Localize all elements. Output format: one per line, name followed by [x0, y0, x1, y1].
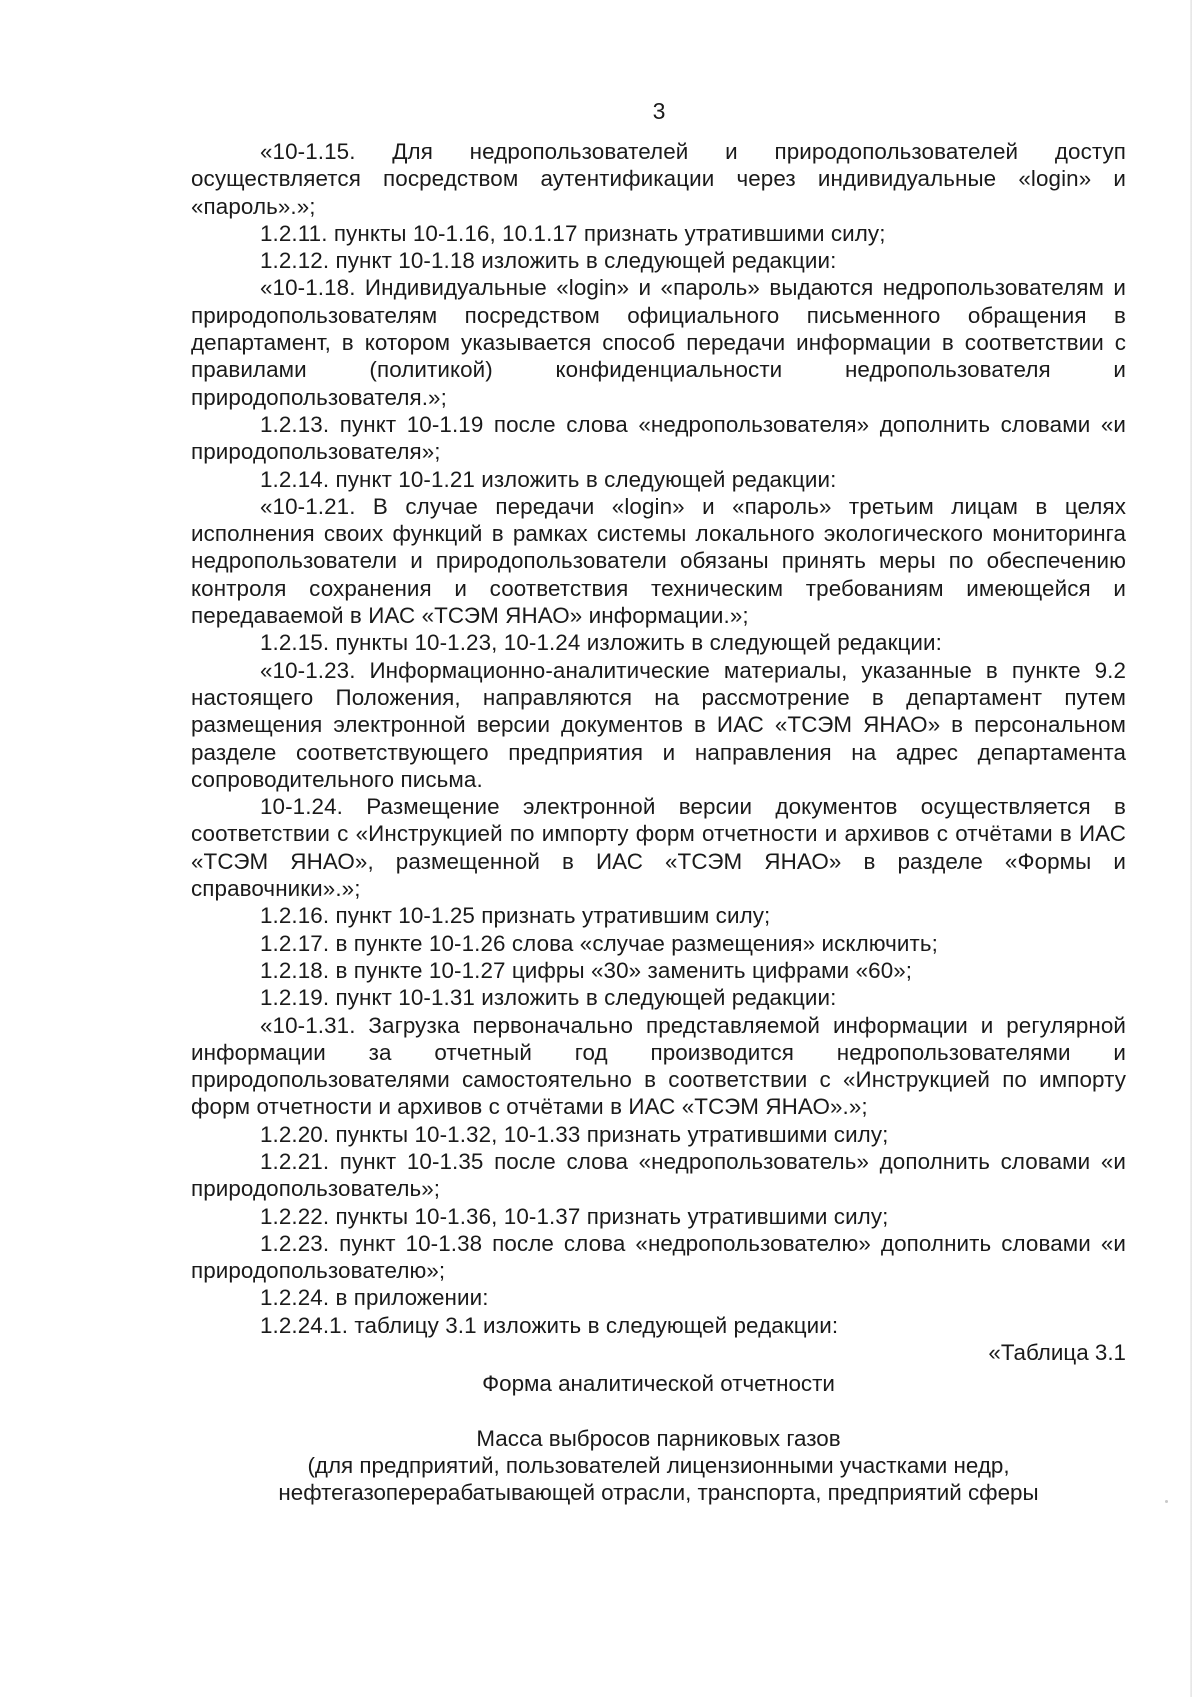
document-body [191, 138, 1126, 1507]
paragraph-10-1-31: «10-1.31. Загрузка первоначально представляемой информации и регулярной информации за отчетный год производится недропользователями и природопользователями самостоятельно в соответствии с «Инструкцией по импорту форм отчетности и архивов с отчётами в ИАС «ТСЭМ ЯНАО».»; [191, 1012, 1126, 1120]
paragraph-1-2-17: 1.2.17. в пункте 10-1.26 слова «случае размещения» исключить; [260, 930, 938, 956]
paragraph-1-2-13: 1.2.13. пункт 10-1.19 после слова «недропользователя» дополнить словами «и природопользователя»; [191, 411, 1126, 465]
paragraph-1-2-19: 1.2.19. пункт 10-1.31 изложить в следующей редакции: [260, 985, 837, 1011]
paragraph-1-2-21: 1.2.21. пункт 10-1.35 после слова «недропользователь» дополнить словами «и природопользователь»; [191, 1148, 1126, 1202]
paragraph-1-2-22: 1.2.22. пункты 10-1.36, 10-1.37 признать утратившими силу; [260, 1203, 889, 1229]
paragraph-1-2-24: 1.2.24. в приложении: [260, 1285, 489, 1311]
paragraph-10-1-21: «10-1.21. В случае передачи «login» и «пароль» третьим лицам в целях исполнения своих функций в рамках системы локального экологического мониторинга недропользователи и природопользователи обязаны принять меры по обеспечению контроля сохранения и соответствия техническим требованиям имеющейся и передаваемой в ИАС «ТСЭМ ЯНАО» информации.»; [191, 493, 1126, 629]
scan-speck [1165, 1500, 1168, 1503]
paragraph-1-2-16: 1.2.16. пункт 10-1.25 признать утратившим силу; [260, 903, 771, 929]
page-number: 3 [652, 98, 666, 124]
paragraph-10-1-15: «10-1.15. Для недропользователей и природопользователей доступ осуществляется посредством аутентификации через индивидуальные «login» и «пароль».»; [191, 139, 1126, 219]
spacer [191, 1398, 1126, 1425]
page-edge-shadow [1190, 0, 1192, 1697]
paragraph-1-2-12: 1.2.12. пункт 10-1.18 изложить в следующей редакции: [260, 248, 837, 274]
table-subtitle-line-1: Масса выбросов парниковых газов [476, 1425, 841, 1451]
paragraph-1-2-14: 1.2.14. пункт 10-1.21 изложить в следующей редакции: [260, 466, 837, 492]
paragraph-1-2-23: 1.2.23. пункт 10-1.38 после слова «недропользователю» дополнить словами «и природопользователю»; [191, 1230, 1126, 1284]
paragraph-10-1-18: «10-1.18. Индивидуальные «login» и «пароль» выдаются недропользователям и природопользователям посредством официального письменного обращения в департамент, в котором указывается способ передачи информации в соответствии с правилами (политикой) конфиденциальности недропользователя и природопользователя.»; [191, 275, 1126, 410]
table-label: «Таблица 3.1 [988, 1340, 1126, 1366]
table-subtitle-line-2: (для предприятий, пользователей лицензионными участками недр, [307, 1452, 1010, 1478]
paragraph-1-2-24-1: 1.2.24.1. таблицу 3.1 изложить в следующей редакции: [260, 1312, 839, 1338]
paragraph-1-2-15: 1.2.15. пункты 10-1.23, 10-1.24 изложить в следующей редакции: [260, 630, 942, 656]
table-subtitle-line-3: нефтегазоперерабатывающей отрасли, транспорта, предприятий сферы [278, 1480, 1039, 1506]
paragraph-10-1-23: «10-1.23. Информационно-аналитические материалы, указанные в пункте 9.2 настоящего Положения, направляются на рассмотрение в департамент путем размещения электронной версии документов в ИАС «ТСЭМ ЯНАО» в персональном разделе соответствующего предприятия и направления на адрес департамента сопроводительного письма. [191, 657, 1126, 792]
form-title: Форма аналитической отчетности [482, 1371, 835, 1397]
paragraph-1-2-18: 1.2.18. в пункте 10-1.27 цифры «30» заменить цифрами «60»; [260, 957, 913, 983]
paragraph-10-1-24: 10-1.24. Размещение электронной версии документов осуществляется в соответствии с «Инструкцией по импорту форм отчетности и архивов с отчётами в ИАС «ТСЭМ ЯНАО», размещенной в ИАС «ТСЭМ ЯНАО» в разделе «Формы и справочники».»; [191, 794, 1126, 902]
paragraph-1-2-20: 1.2.20. пункты 10-1.32, 10-1.33 признать утратившими силу; [260, 1121, 889, 1147]
paragraph-1-2-11: 1.2.11. пункты 10-1.16, 10.1.17 признать утратившими силу; [260, 220, 886, 246]
